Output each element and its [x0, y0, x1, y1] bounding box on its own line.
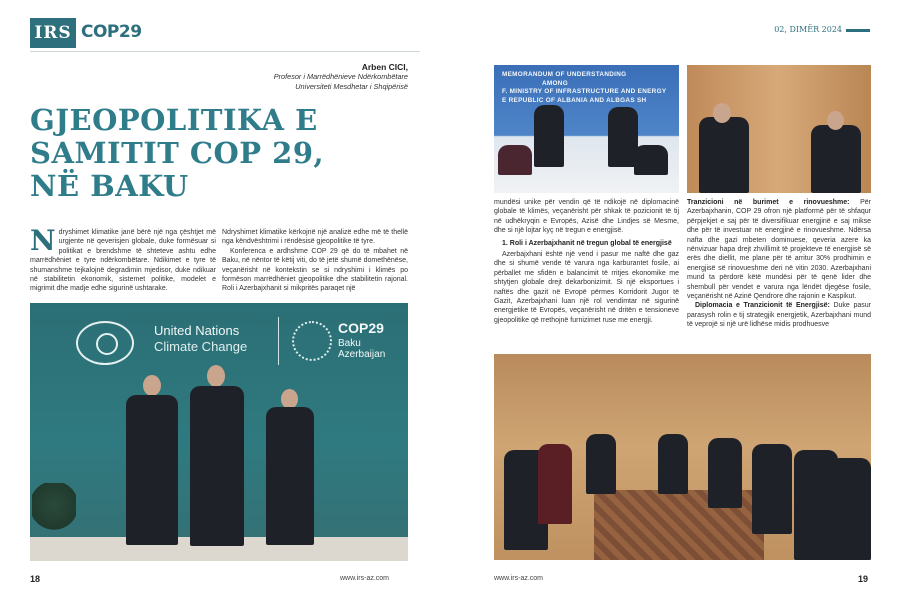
subheading-renewables: Tranzicioni në burimet e rinovueshme: [687, 199, 850, 206]
right-col1-p2: Azerbajxhani është një vend i pasur me naftë dhe gaz dhe si shumë vende të varura nga karburantet fosile, ai përballet me sfidën e balancimit të rritjes ekonomike me shtytjen globale drejt dekarbonizimit. Si një eksportues i naftës dhe gazit në Evropë përmes Korridorit Jugor të Gazit, Azerbajxhani luan një rol vendimtar në sigurinë energjetike të Evropës, veçanërisht në dritën e tensioneve gjeopolitike që rrethojnë furnizimet ruse me energji. [494, 251, 679, 324]
issue-date: 02, DIMËR 2024 [774, 25, 842, 34]
person-figure [498, 145, 532, 175]
title-line2: SAMITIT COP 29, [30, 136, 325, 170]
person-figure [699, 117, 749, 193]
title-line3: NË BAKU [30, 169, 189, 203]
left-col2-p1: Ndryshimet klimatike kërkojnë një analizë edhe më të thellë nga këndvështrimi i rëndësisë gjeopolitike të tyre. [222, 229, 408, 246]
person-figure [830, 458, 871, 560]
person-figure [658, 434, 688, 494]
person-figure [634, 145, 668, 175]
backdrop-divider [278, 317, 279, 365]
cop-sub2: Azerbaijan [338, 349, 386, 360]
right-column-1 [494, 198, 679, 325]
bilateral-meeting-photo [687, 65, 871, 193]
un-line1: United Nations [154, 323, 240, 338]
left-col1-text: dryshimet klimatike janë bërë një nga çështjet më urgjente në qeverisjen globale, duke formësuar si politikat e brendshme të shteteve ashtu edhe marrëdhëniet e tyre ndërkombëtare. Ndikimet e tyre të shumanshme tejkalojnë degradimin mjedisor, duke ndikuar në stabilitetin ekonomik, sistemet politike, modelet e migrimit dhe madje edhe sigurinë ushtarake. [30, 229, 216, 293]
author-block [148, 62, 408, 92]
drop-cap: N [30, 224, 56, 257]
memorandum-signing-photo [494, 65, 679, 193]
person-head [713, 103, 731, 123]
person-head [281, 389, 298, 409]
cop29-header-label: COP29 [81, 22, 142, 42]
person-figure [190, 386, 244, 546]
footer-url-left: www.irs-az.com [340, 575, 390, 582]
cop29-leaders-photo [30, 303, 408, 561]
mou-line3: F. MINISTRY OF INFRASTRUCTURE AND ENERGY [502, 88, 667, 95]
right-page [450, 0, 900, 591]
person-figure [126, 395, 178, 545]
right-col2-p2: Duke pasur parasysh rolin e tij strategjik energjetik, Azerbajxhani mund të veprojë si një urë lidhëse midis prodhuesve [687, 302, 871, 329]
person-figure [534, 105, 564, 167]
memorandum-banner [502, 71, 666, 105]
un-emblem-icon [76, 321, 134, 365]
person-head [207, 365, 225, 387]
date-accent-bar [846, 29, 870, 32]
person-head [143, 375, 161, 396]
left-column-1 [30, 224, 216, 294]
un-line2: Climate Change [154, 339, 248, 354]
person-figure [586, 434, 616, 494]
person-figure [752, 444, 792, 534]
person-figure [538, 444, 572, 524]
article-title [30, 104, 390, 203]
cop-sub1: Baku [338, 338, 361, 349]
cop-label: COP29 [338, 320, 384, 336]
mou-line2: AMONG [542, 79, 568, 87]
un-climate-label [154, 323, 247, 355]
irs-logo: IRS [30, 18, 76, 48]
footer-url-right: www.irs-az.com [494, 575, 544, 582]
author-role-line1: Profesor i Marrëdhënieve Ndërkombëtare [273, 72, 408, 81]
right-col2-p1: Për Azerbajxhanin, COP 29 ofron një platformë për të shfaqur përpjekjet e saj për të diversifikuar energjinë e saj mikse dhe për të investuar në energjinë e rinovueshme. Ndërsa nafta dhe gazi mbeten dominuese, qeveria azere ka nënvizuar hapa drejt zhvillimit të projekteve të energjisë së erës dhe diellit, me plane për të arritur 30% prodhimin e energjisë së rinovueshme deri në vitin 2030. Azerbajxhani mund ta përdorë këtë mundësi për të qenë lider dhe shembull për vendet e varura nga lëndët djegëse fosile, veçanërisht në Azinë Qendrore dhe rajonin e Kaspikut. [687, 199, 871, 301]
cop29-backdrop-label [338, 321, 385, 360]
author-name: Arben CICI, [361, 62, 408, 72]
author-role-line2: Universiteti Mesdhetar i Shqipërisë [295, 82, 408, 91]
plant-decoration [32, 483, 76, 539]
header-divider [30, 51, 420, 52]
person-head [827, 111, 844, 130]
right-column-2 [687, 198, 871, 330]
section-heading-1: 1. Roli i Azerbajxhanit në tregun global të energjisë [502, 239, 672, 247]
person-figure [811, 125, 861, 193]
cop29-emblem-icon [292, 321, 332, 361]
title-line1: GJEOPOLITIKA E [30, 103, 318, 137]
page-number-right: 19 [858, 574, 869, 584]
person-figure [266, 407, 314, 545]
mou-line4: E REPUBLIC OF ALBANIA AND ALBGAS SH [502, 96, 647, 104]
left-col2-p2: Konferenca e ardhshme COP 29 që do të mbahet në Baku, në nëntor të këtij viti, do të jetë shumë domethënëse, veçanërisht në kontekstin se si ndryshimi i klimës po formëson marrëdhëniet gjeopolitike dhe stabilitetin rajonal. Roli i Azerbajxhanit si mikpritës paraqet një [222, 247, 408, 293]
person-figure [708, 438, 742, 508]
page-number-left: 18 [30, 574, 41, 584]
subheading-diplomacy: Diplomacia e Tranzicionit të Energjisë: [695, 302, 830, 310]
mou-line1: MEMORANDUM OF UNDERSTANDING [502, 71, 627, 78]
left-column-2 [222, 228, 408, 294]
right-col1-p1: mundësi unike për vendin që të ndikojë në diplomacinë globale të klimës, veçanërisht për shkak të pozicionit të tij në udhëkryqin e Evropës, Azisë dhe Lindjes së Mesme, dhe si një lojtar kyç në tregun e energjisë. [494, 199, 679, 235]
delegation-meeting-photo [494, 354, 871, 560]
